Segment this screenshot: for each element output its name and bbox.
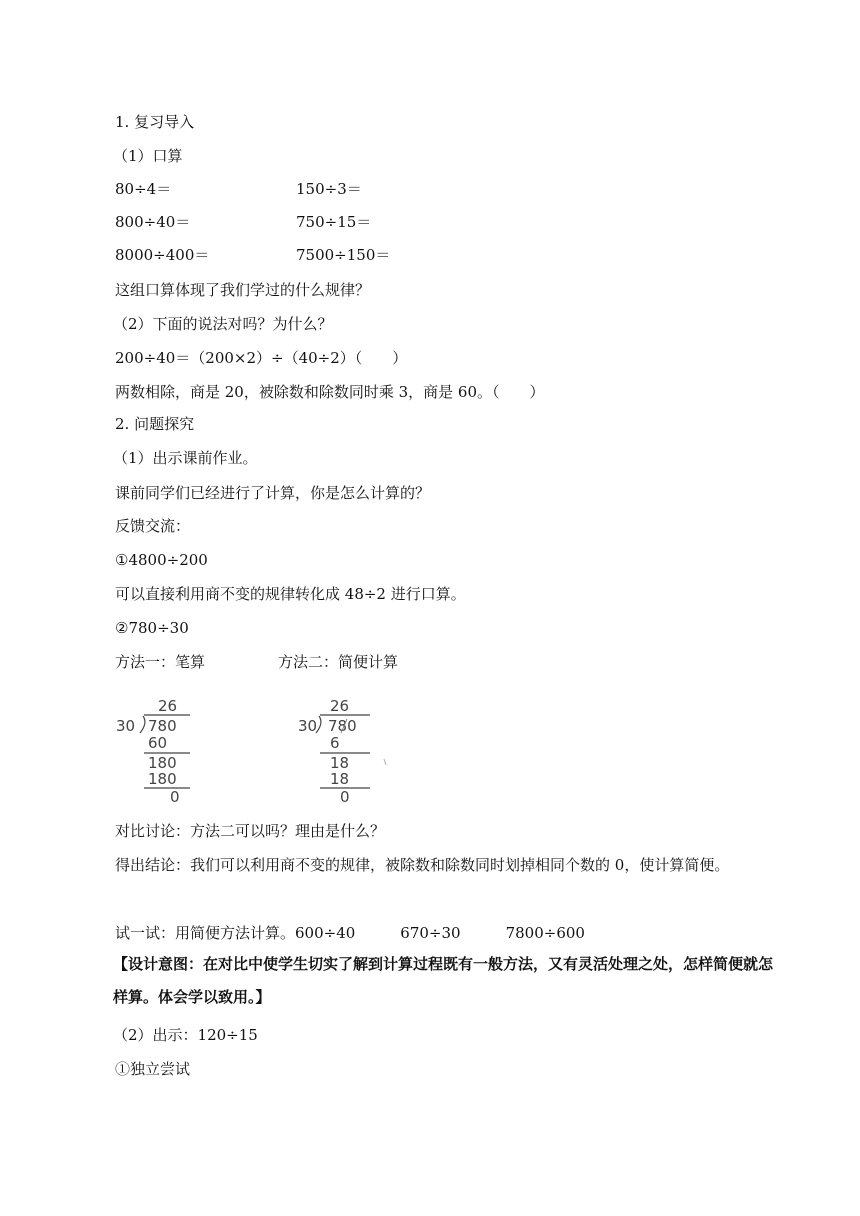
method-2-label: 方法二：简便计算: [278, 653, 399, 671]
section-1-title: 1. 复习导入: [115, 113, 195, 131]
division-1-step-3: 180: [148, 770, 177, 788]
item-2: ②780÷30: [115, 619, 189, 637]
oral-right-2: 750÷15＝: [296, 213, 372, 231]
long-division-image-1: [112, 695, 202, 809]
oral-right-1: 150÷3＝: [296, 180, 362, 198]
division-2-divisor: 30: [298, 717, 318, 735]
division-2-dividend: 780: [328, 717, 357, 735]
method-1-label: 方法一：笔算: [115, 653, 206, 671]
conclusion: 得出结论：我们可以利用商不变的规律，被除数和除数同时划掉相同个数的 0，使计算简便。: [115, 856, 730, 874]
section-2-sub-2: （2）出示：120÷15: [113, 1026, 258, 1044]
compare-discussion: 对比讨论：方法二可以吗？理由是什么？: [115, 822, 386, 840]
division-2-step-1: 6: [330, 734, 340, 752]
division-1-step-2: 180: [148, 754, 177, 772]
question-rule: 这组口算体现了我们学过的什么规律？: [115, 281, 371, 299]
item-independent-try: ①独立尝试: [115, 1060, 191, 1078]
division-1-dividend: 780: [148, 717, 177, 735]
judge-2: 两数相除，商是 20，被除数和除数同时乘 3，商是 60。（ ）: [115, 383, 545, 401]
design-intent: 【设计意图：在对比中使学生切实了解到计算过程既有一般方法，又有灵活处理之处，怎样简便就怎样算。体会学以致用。】: [113, 955, 774, 1006]
division-1-quotient: 26: [158, 697, 178, 715]
feedback-label: 反馈交流：: [115, 517, 191, 535]
division-2-step-2: 18: [330, 754, 350, 772]
section-1-sub-1: （1）口算: [113, 147, 183, 165]
item-1: ①4800÷200: [115, 551, 208, 569]
division-1-step-1: 60: [148, 734, 168, 752]
oral-right-3: 7500÷150＝: [296, 246, 391, 264]
section-2-sub-1: （1）出示课前作业。: [113, 449, 258, 467]
division-1-bracket: [140, 716, 145, 733]
try-it: 试一试：用简便方法计算。600÷40 670÷30 7800÷600: [115, 924, 585, 942]
long-division-image-2: [294, 695, 390, 809]
oral-left-2: 800÷40＝: [115, 213, 191, 231]
division-1-step-4: 0: [170, 788, 180, 805]
division-1-divisor: 30: [116, 717, 136, 735]
oral-left-3: 8000÷400＝: [115, 246, 210, 264]
division-2-quotient: 26: [330, 697, 350, 715]
section-2-title: 2. 问题探究: [115, 415, 195, 433]
judge-1: 200÷40＝（200×2）÷（40÷2）（ ）: [115, 349, 408, 367]
item-1-note: 可以直接利用商不变的规律转化成 48÷2 进行口算。: [115, 585, 466, 603]
division-2-step-3: 18: [330, 770, 350, 788]
image-artifact-mark: [384, 759, 386, 765]
section-1-sub-2: （2）下面的说法对吗？为什么？: [113, 315, 333, 333]
division-2-step-4: 0: [340, 788, 350, 805]
oral-left-1: 80÷4＝: [115, 180, 172, 198]
question-method: 课前同学们已经进行了计算，你是怎么计算的？: [115, 484, 431, 502]
